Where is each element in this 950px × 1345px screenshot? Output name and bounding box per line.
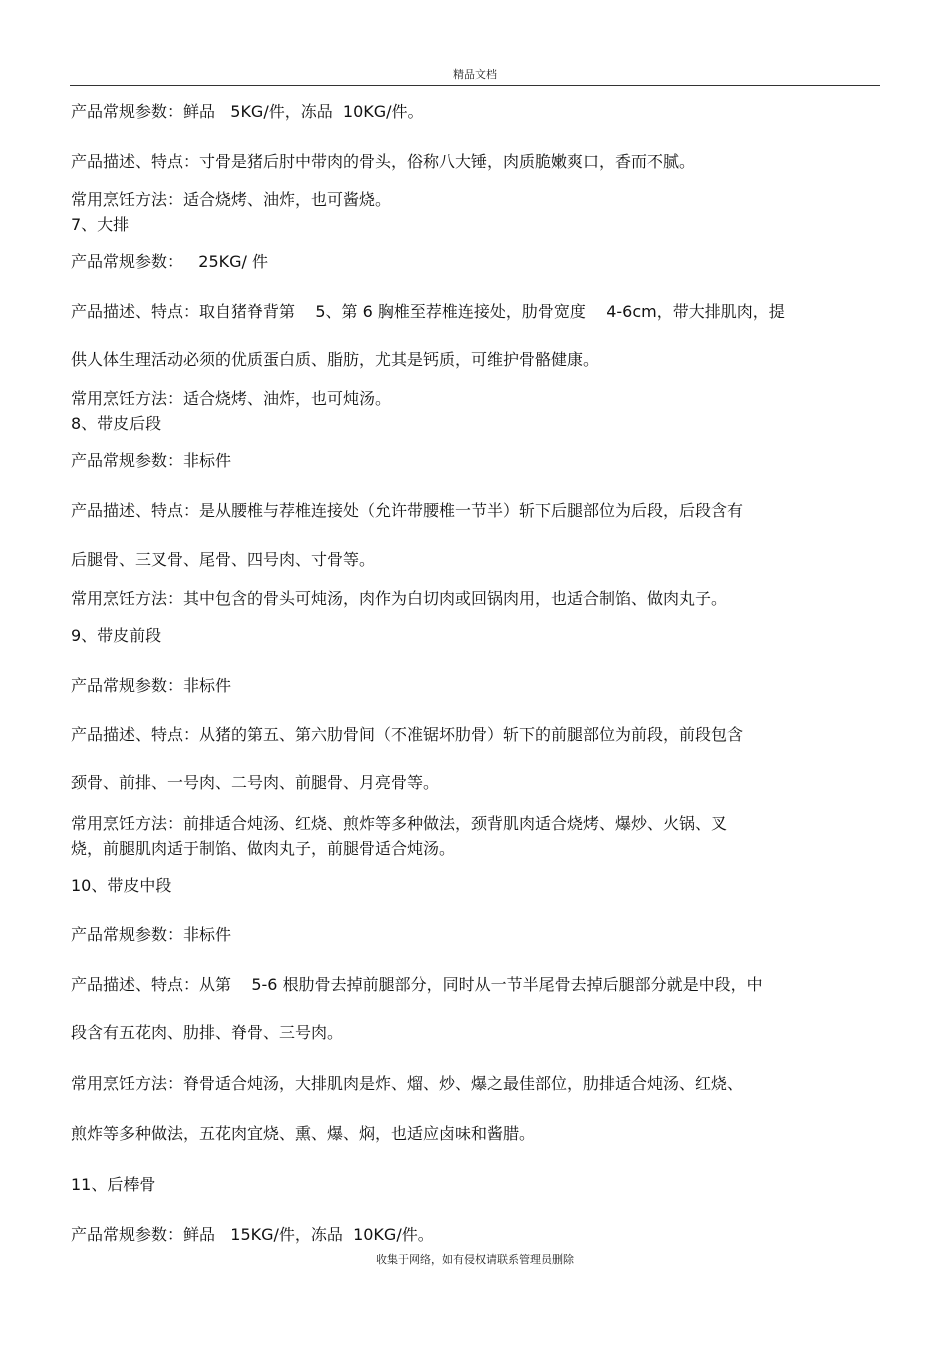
text-line: 烧，前腿肌肉适于制馅、做肉丸子，前腿骨适合炖汤。 bbox=[71, 839, 456, 858]
section-heading: 10、带皮中段 bbox=[71, 876, 172, 895]
text-line: 常用烹饪方法：脊骨适合炖汤，大排肌肉是炸、熘、炒、爆之最佳部位，肋排适合炖汤、红烧、 bbox=[71, 1074, 744, 1093]
text-line: 产品描述、特点：寸骨是猪后肘中带肉的骨头，俗称八大锤，肉质脆嫩爽口，香而不腻。 bbox=[71, 152, 696, 171]
section-heading: 11、后棒骨 bbox=[71, 1175, 156, 1194]
text-line: 颈骨、前排、一号肉、二号肉、前腿骨、月亮骨等。 bbox=[71, 773, 440, 792]
text-line: 常用烹饪方法：其中包含的骨头可炖汤，肉作为白切肉或回锅肉用，也适合制馅、做肉丸子。 bbox=[71, 589, 728, 608]
text-line: 供人体生理活动必须的优质蛋白质、脂肪，尤其是钙质，可维护骨骼健康。 bbox=[71, 350, 600, 369]
text-line: 常用烹饪方法：适合烧烤、油炸，也可酱烧。 bbox=[71, 190, 392, 209]
text-line: 产品描述、特点：取自猪脊背第 5、第 6 胸椎至荐椎连接处，肋骨宽度 4-6cm，带大排肌肉，提 bbox=[71, 302, 785, 321]
text-line: 常用烹饪方法：前排适合炖汤、红烧、煎炸等多种做法，颈背肌肉适合烧烤、爆炒、火锅、叉 bbox=[71, 814, 728, 833]
text-line: 后腿骨、三叉骨、尾骨、四号肉、寸骨等。 bbox=[71, 550, 376, 569]
section-heading: 7、大排 bbox=[71, 215, 130, 234]
section-heading: 9、带皮前段 bbox=[71, 626, 162, 645]
text-line: 常用烹饪方法：适合烧烤、油炸，也可炖汤。 bbox=[71, 389, 392, 408]
text-line: 产品常规参数：鲜品 15KG/件，冻品 10KG/件。 bbox=[71, 1225, 434, 1244]
page-header-title: 精品文档 bbox=[453, 68, 497, 81]
text-line: 段含有五花肉、肋排、脊骨、三号肉。 bbox=[71, 1023, 344, 1042]
page-footer-note: 收集于网络，如有侵权请联系管理员删除 bbox=[376, 1253, 574, 1266]
header-divider bbox=[70, 85, 880, 86]
text-line: 产品描述、特点：从第 5-6 根肋骨去掉前腿部分，同时从一节半尾骨去掉后腿部分就是中段，中 bbox=[71, 975, 763, 994]
text-line: 产品常规参数： 25KG/ 件 bbox=[71, 252, 268, 271]
text-line: 煎炸等多种做法，五花肉宜烧、熏、爆、焖，也适应卤味和酱腊。 bbox=[71, 1124, 536, 1143]
text-line: 产品描述、特点：从猪的第五、第六肋骨间（不准锯坏肋骨）斩下的前腿部位为前段，前段包含 bbox=[71, 725, 744, 744]
text-line: 产品常规参数：鲜品 5KG/件，冻品 10KG/件。 bbox=[71, 102, 424, 121]
section-heading: 8、带皮后段 bbox=[71, 414, 162, 433]
text-line: 产品常规参数：非标件 bbox=[71, 451, 232, 470]
text-line: 产品常规参数：非标件 bbox=[71, 925, 232, 944]
text-line: 产品描述、特点：是从腰椎与荐椎连接处（允许带腰椎一节半）斩下后腿部位为后段，后段含有 bbox=[71, 501, 744, 520]
text-line: 产品常规参数：非标件 bbox=[71, 676, 232, 695]
